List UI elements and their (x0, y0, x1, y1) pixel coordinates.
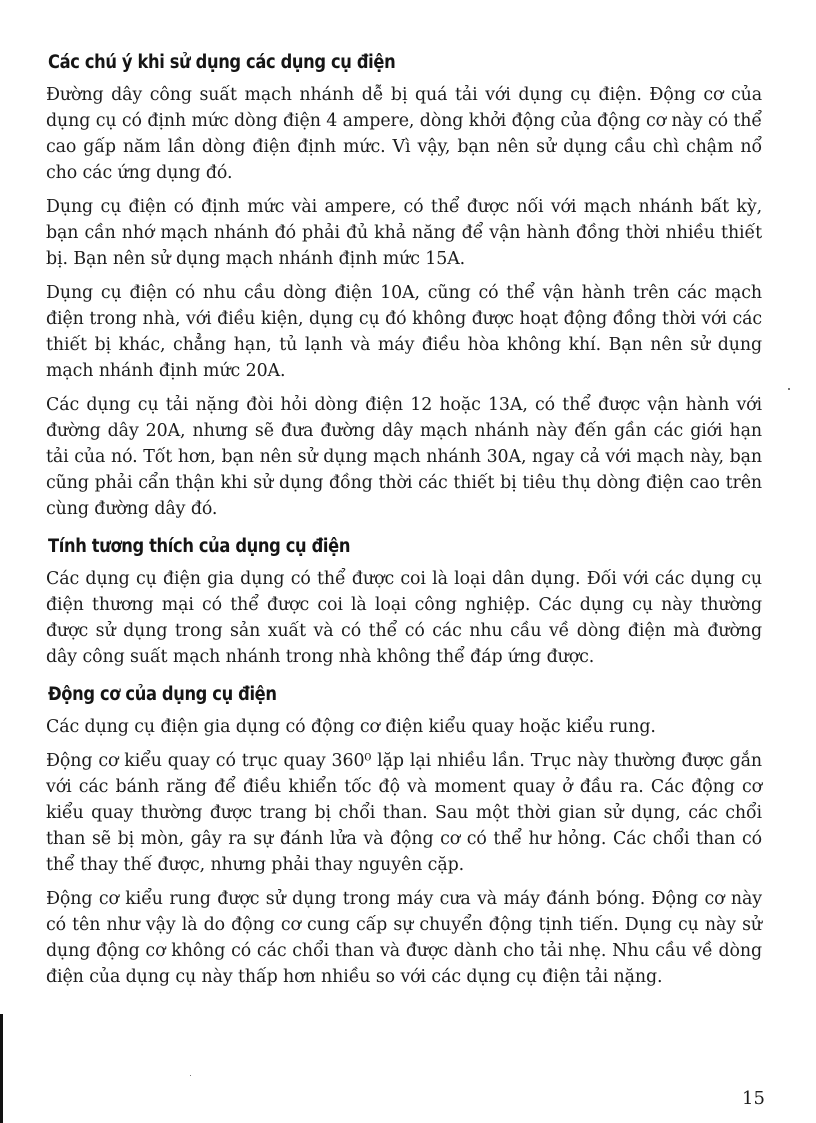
paragraph: Động cơ kiểu rung được sử dụng trong máy cưa và máy đánh bóng. Động cơ này có tên như vậy là do động cơ cung cấp sự chuyển động tịnh tiến. Dụng cụ này sử dụng động cơ không có các chổi than và được dành cho tải nhẹ. Nhu cầu về dòng điện của dụng cụ này thấp hơn nhiều so với các dụng cụ điện tải nặng. (46, 889, 762, 987)
paragraph: Đường dây công suất mạch nhánh dễ bị quá tải với dụng cụ điện. Động cơ của dụng cụ có định mức dòng điện 4 ampere, dòng khởi động của động cơ này có thể cao gấp năm lần dòng điện định mức. Vì vậy, bạn nên sử dụng cầu chì chậm nổ cho các ứng dụng đó. (46, 85, 762, 183)
paragraph: Các dụng cụ điện gia dụng có thể được coi là loại dân dụng. Đối với các dụng cụ điện thương mại có thể được coi là loại công nghiệp. Các dụng cụ này thường được sử dụng trong sản xuất và có thể có các nhu cầu về dòng điện mà đường dây công suất mạch nhánh trong nhà không thể đáp ứng được. (46, 569, 762, 667)
page-content (46, 52, 762, 1004)
section-heading: Các chú ý khi sử dụng các dụng cụ điện (48, 52, 396, 73)
section-heading: Tính tương thích của dụng cụ điện (48, 536, 351, 557)
page-number: 15 (742, 1088, 765, 1109)
scan-speck (190, 1075, 191, 1076)
scan-edge-line (0, 1014, 3, 1123)
section-appliance-motors (46, 684, 762, 990)
section-appliance-compatibility (46, 536, 762, 670)
paragraph: Các dụng cụ điện gia dụng có động cơ điện kiểu quay hoặc kiểu rung. (46, 717, 656, 737)
section-appliance-precautions (46, 52, 762, 522)
section-heading: Động cơ của dụng cụ điện (48, 684, 277, 705)
paragraph: Các dụng cụ tải nặng đòi hỏi dòng điện 12 hoặc 13A, có thể được vận hành với đường dây 20A, nhưng sẽ đưa đường dây mạch nhánh này đến gần các giới hạn tải của nó. Tốt hơn, bạn nên sử dụng mạch nhánh 30A, ngay cả với mạch này, bạn cũng phải cẩn thận khi sử dụng đồng thời các thiết bị tiêu thụ dòng điện cao trên cùng đường dây đó. (46, 395, 762, 519)
paragraph: Dụng cụ điện có định mức vài ampere, có thể được nối với mạch nhánh bất kỳ, bạn cần nhớ mạch nhánh đó phải đủ khả năng để vận hành đồng thời nhiều thiết bị. Bạn nên sử dụng mạch nhánh định mức 15A. (46, 197, 762, 269)
scan-speck (788, 388, 790, 390)
paragraph: Động cơ kiểu quay có trục quay 360⁰ lặp lại nhiều lần. Trục này thường được gắn với các bánh răng để điều khiển tốc độ và moment quay ở đầu ra. Các động cơ kiểu quay thường được trang bị chổi than. Sau một thời gian sử dụng, các chổi than sẽ bị mòn, gây ra sự đánh lửa và động cơ có thể hư hỏng. Các chổi than có thể thay thế được, nhưng phải thay nguyên cặp. (46, 751, 762, 875)
paragraph: Dụng cụ điện có nhu cầu dòng điện 10A, cũng có thể vận hành trên các mạch điện trong nhà, với điều kiện, dụng cụ đó không được hoạt động đồng thời với các thiết bị khác, chẳng hạn, tủ lạnh và máy điều hòa không khí. Bạn nên sử dụng mạch nhánh định mức 20A. (46, 283, 762, 381)
